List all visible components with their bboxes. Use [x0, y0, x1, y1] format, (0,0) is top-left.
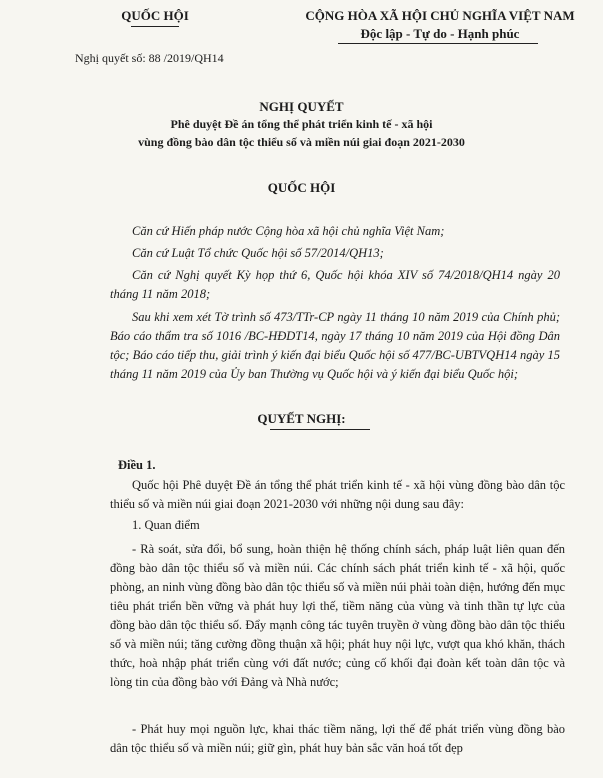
viewpoint-2: - Phát huy mọi nguồn lực, khai thác tiềm năng, lợi thế để phát triển vùng đồng bào dân tộc thiểu số và miền núi; giữ gìn, phát huy bản sắc văn hoá tốt đẹp — [110, 722, 565, 755]
document-subtitle-line1: Phê duyệt Đề án tổng thể phát triển kinh tế - xã hội — [170, 117, 433, 131]
legal-basis-2: Căn cứ Luật Tổ chức Quốc hội số 57/2014/QH13; — [132, 246, 384, 260]
decision-underline — [270, 429, 370, 430]
viewpoint-1: - Rà soát, sửa đổi, bổ sung, hoàn thiện hệ thống chính sách, pháp luật liên quan đến đồng bào dân tộc thiểu số và miền núi. Các chính sách phát triển kinh tế - xã hội, quốc phòng, an ninh vùng đồng bào dân tộc thiểu số và miền núi phải toàn diện, hướng đến mục tiêu phát triển bền vững và phát huy lợi thế, tiềm năng của vùng và tinh thần tự lực của đồng bào dân tộc thiểu số. Đẩy mạnh công tác tuyên truyền ở vùng đồng bào dân tộc thiểu số và miền núi; tăng cường đồng thuận xã hội; phát huy nội lực, vượt qua khó khăn, thách thức, hoà nhập phát triển cùng với đất nước; củng cố khối đại đoàn kết toàn dân tộc và lòng tin của đồng bào với Đảng và Nhà nước; — [110, 542, 565, 689]
national-motto: Độc lập - Tự do - Hạnh phúc — [360, 26, 520, 41]
resolution-number: Nghị quyết số: 88 /2019/QH14 — [75, 51, 224, 65]
decision-heading: QUYẾT NGHỊ: — [257, 411, 346, 426]
legal-basis-1: Căn cứ Hiến pháp nước Cộng hòa xã hội chủ nghĩa Việt Nam; — [132, 224, 445, 238]
org-underline — [131, 26, 179, 27]
issuing-organization: QUỐC HỘI — [121, 8, 189, 23]
national-title: CỘNG HÒA XÃ HỘI CHỦ NGHĨA VIỆT NAM — [305, 8, 575, 23]
issuer-heading: QUỐC HỘI — [267, 180, 336, 195]
motto-underline — [338, 43, 538, 44]
article-intro: Quốc hội Phê duyệt Đề án tổng thể phát triển kinh tế - xã hội vùng đồng bào dân tộc thiểu số và miền núi giai đoạn 2021-2030 với những nội dung sau đây: — [110, 478, 565, 511]
document-subtitle-line2: vùng đồng bào dân tộc thiểu số và miền núi giai đoạn 2021-2030 — [138, 135, 465, 149]
legal-basis-4: Sau khi xem xét Tờ trình số 473/TTr-CP ngày 11 tháng 10 năm 2019 của Chính phủ; Báo cáo thẩm tra số 1016 /BC-HĐDT14, ngày 17 tháng 10 năm 2019 của Hội đồng Dân tộc; Báo cáo tiếp thu, giải trình ý kiến đại biểu Quốc hội số 477/BC-UBTVQH14 ngày 15 tháng 11 năm 2019 của Ủy ban Thường vụ Quốc hội và ý kiến đại biểu Quốc hội; — [110, 310, 560, 381]
document-title: NGHỊ QUYẾT — [259, 99, 344, 114]
legal-basis-3: Căn cứ Nghị quyết Kỳ họp thứ 6, Quốc hội khóa XIV số 74/2018/QH14 ngày 20 tháng 11 năm 2018; — [110, 268, 560, 301]
section-heading: 1. Quan điểm — [132, 518, 200, 532]
article-heading: Điều 1. — [118, 458, 156, 472]
